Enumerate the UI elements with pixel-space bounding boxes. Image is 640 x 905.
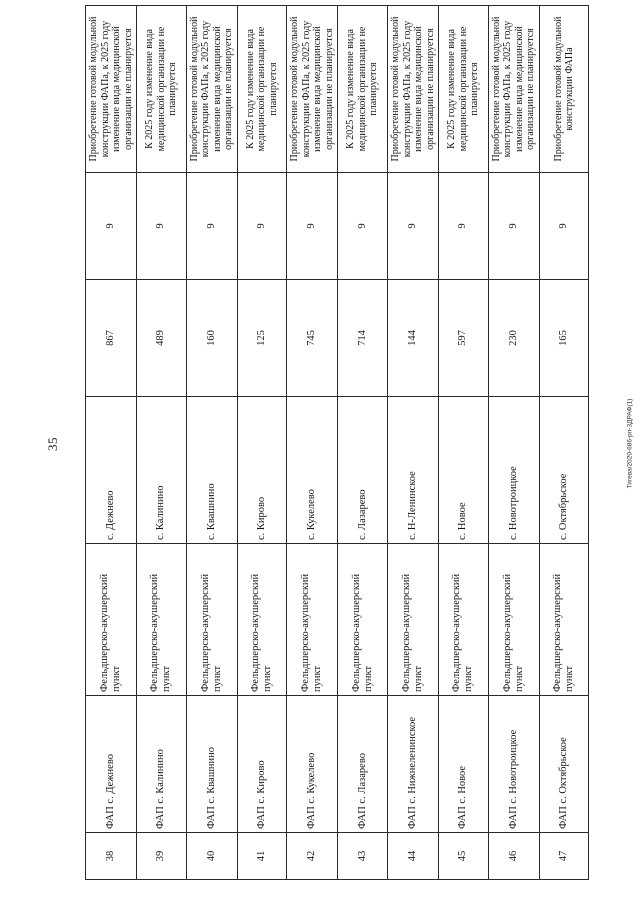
code-cell: 9 xyxy=(137,173,187,280)
table-row xyxy=(86,6,137,880)
settlement-cell: с. Калинино xyxy=(137,397,187,544)
row-number-cell: 39 xyxy=(137,833,187,880)
row-number-cell: 46 xyxy=(488,833,539,880)
code-cell: 9 xyxy=(86,173,137,280)
facility-name-cell: ФАП с. Кирово xyxy=(237,696,287,833)
table-row xyxy=(186,6,237,880)
population-cell: 160 xyxy=(186,280,237,397)
facility-type-cell: Фельдшерско-акушерский пункт xyxy=(137,544,187,696)
code-cell: 9 xyxy=(388,173,439,280)
table-row xyxy=(287,6,338,880)
row-number-cell: 38 xyxy=(86,833,137,880)
plan-note-cell: К 2025 году изменение вида медицинской организации не планируется xyxy=(439,6,489,173)
facility-name-cell: ФАП с. Лазарево xyxy=(338,696,388,833)
facilities-table xyxy=(85,5,589,880)
plan-note-cell: Приобретение готовой модульной конструкции ФАПа, к 2025 году изменение вида медицинской организации не планируется xyxy=(186,6,237,173)
facility-type-cell: Фельдшерско-акушерский пункт xyxy=(539,544,589,696)
population-cell: 230 xyxy=(488,280,539,397)
plan-note-cell: К 2025 году изменение вида медицинской организации не планируется xyxy=(338,6,388,173)
table-row xyxy=(439,6,489,880)
population-cell: 144 xyxy=(388,280,439,397)
row-number-cell: 47 xyxy=(539,833,589,880)
row-number-cell: 43 xyxy=(338,833,388,880)
settlement-cell: с. Кирово xyxy=(237,397,287,544)
facility-type-cell: Фельдшерско-акушерский пункт xyxy=(237,544,287,696)
rotated-table-container xyxy=(85,16,582,880)
table-row xyxy=(338,6,388,880)
row-number-cell: 44 xyxy=(388,833,439,880)
settlement-cell: с. Квашнино xyxy=(186,397,237,544)
table-row xyxy=(388,6,439,880)
settlement-cell: с. Лазарево xyxy=(338,397,388,544)
table-row xyxy=(488,6,539,880)
facility-type-cell: Фельдшерско-акушерский пункт xyxy=(86,544,137,696)
facility-name-cell: ФАП с. Новотроицкое xyxy=(488,696,539,833)
code-cell: 9 xyxy=(237,173,287,280)
settlement-cell: с. Новотроицкое xyxy=(488,397,539,544)
population-cell: 714 xyxy=(338,280,388,397)
plan-note-cell: Приобретение готовой модульной конструкции ФАПа, к 2025 году изменение вида медицинской организации не планируется xyxy=(488,6,539,173)
row-number-cell: 42 xyxy=(287,833,338,880)
facility-type-cell: Фельдшерско-акушерский пункт xyxy=(488,544,539,696)
row-number-cell: 41 xyxy=(237,833,287,880)
plan-note-cell: К 2025 году изменение вида медицинской организации не планируется xyxy=(237,6,287,173)
table-row xyxy=(137,6,187,880)
facility-name-cell: ФАП с. Нижнеленинское xyxy=(388,696,439,833)
table-body xyxy=(86,6,589,880)
settlement-cell: с. Кукелево xyxy=(287,397,338,544)
facility-name-cell: ФАП с. Октябрьское xyxy=(539,696,589,833)
settlement-cell: с. Дежнево xyxy=(86,397,137,544)
plan-note-cell: К 2025 году изменение вида медицинской организации не планируется xyxy=(137,6,187,173)
population-cell: 745 xyxy=(287,280,338,397)
row-number-cell: 45 xyxy=(439,833,489,880)
page-number: 35 xyxy=(45,437,60,451)
code-cell: 9 xyxy=(186,173,237,280)
population-cell: 597 xyxy=(439,280,489,397)
facility-type-cell: Фельдшерско-акушерский пункт xyxy=(186,544,237,696)
settlement-cell: с. Н-Ленинское xyxy=(388,397,439,544)
population-cell: 489 xyxy=(137,280,187,397)
facility-type-cell: Фельдшерско-акушерский пункт xyxy=(287,544,338,696)
facility-name-cell: ФАП с. Дежнево xyxy=(86,696,137,833)
table-row xyxy=(539,6,589,880)
plan-note-cell: Приобретение готовой модульной конструкции ФАПа, к 2025 году изменение вида медицинской организации не планируется xyxy=(388,6,439,173)
code-cell: 9 xyxy=(488,173,539,280)
settlement-cell: с. Новое xyxy=(439,397,489,544)
plan-note-cell: Приобретение готовой модульной конструкции ФАПа, к 2025 году изменение вида медицинской организации не планируется xyxy=(287,6,338,173)
code-cell: 9 xyxy=(287,173,338,280)
facility-type-cell: Фельдшерско-акушерский пункт xyxy=(439,544,489,696)
population-cell: 867 xyxy=(86,280,137,397)
code-cell: 9 xyxy=(539,173,589,280)
table-row xyxy=(237,6,287,880)
row-number-cell: 40 xyxy=(186,833,237,880)
plan-note-cell: Приобретение готовой модульной конструкции ФАПа, к 2025 году изменение вида медицинской организации не планируется xyxy=(86,6,137,173)
population-cell: 165 xyxy=(539,280,589,397)
plan-note-cell: Приобретение готовой модульной конструкции ФАПа xyxy=(539,6,589,173)
code-cell: 9 xyxy=(439,173,489,280)
facility-name-cell: ФАП с. Калинино xyxy=(137,696,187,833)
settlement-cell: с. Октябрьское xyxy=(539,397,589,544)
facility-name-cell: ФАП с. Кукелево xyxy=(287,696,338,833)
code-cell: 9 xyxy=(338,173,388,280)
facility-name-cell: ФАП с. Новое xyxy=(439,696,489,833)
facility-type-cell: Фельдшерско-акушерский пункт xyxy=(388,544,439,696)
population-cell: 125 xyxy=(237,280,287,397)
facility-type-cell: Фельдшерско-акушерский пункт xyxy=(338,544,388,696)
facility-name-cell: ФАП с. Квашнино xyxy=(186,696,237,833)
document-footer-code: Тигева/2020-686-рп-3ДРАФ(1) xyxy=(626,398,634,489)
